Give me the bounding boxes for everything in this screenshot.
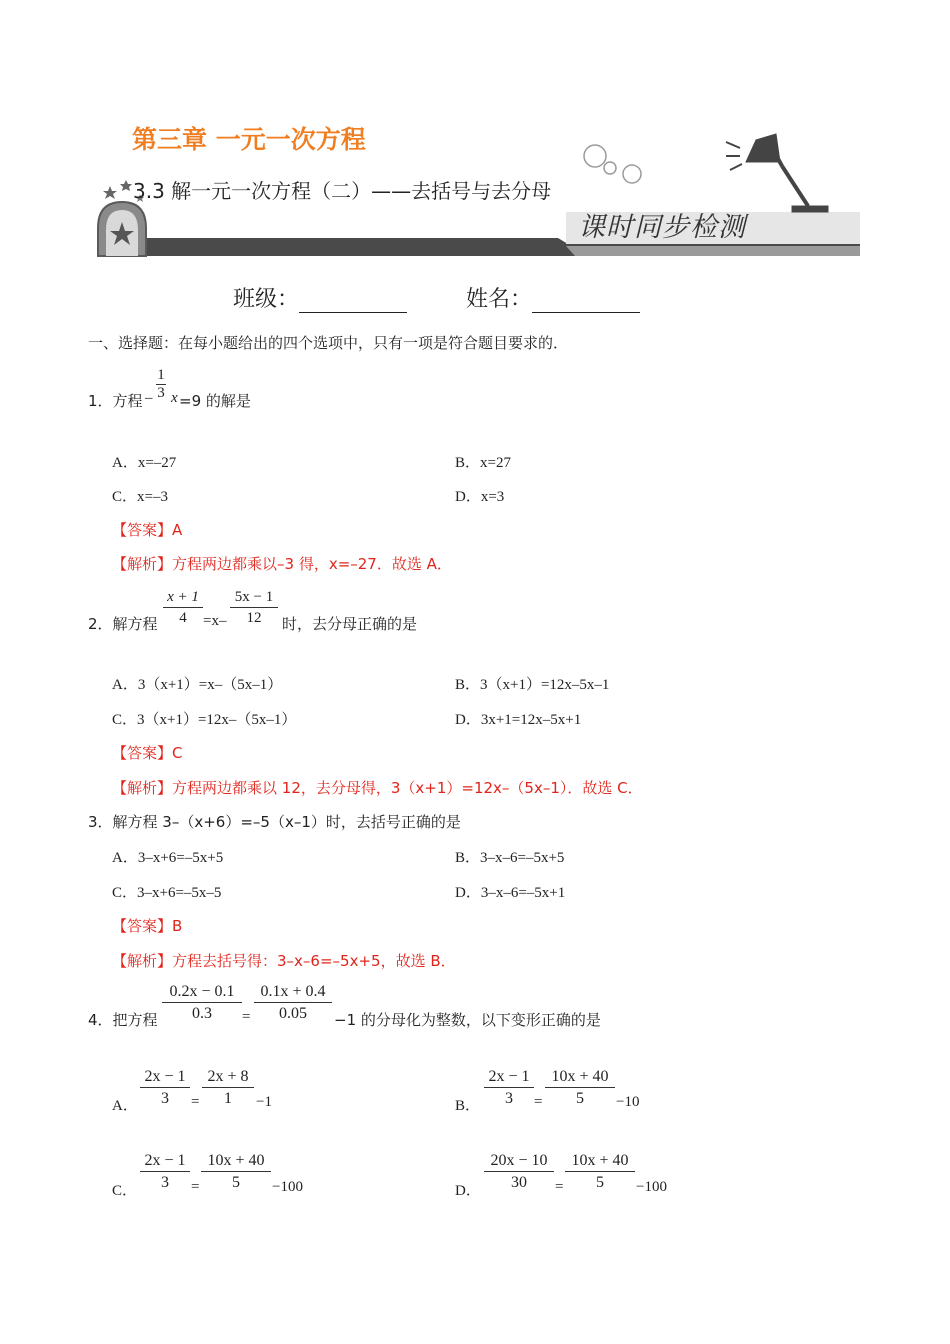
bubble-icon [584, 145, 606, 167]
name-label: 姓名： [466, 287, 533, 312]
fraction-numerator: 2x − 1 [144, 1152, 186, 1169]
q1-variable: x [171, 390, 178, 406]
q1-sign: – [145, 390, 153, 406]
fraction-numerator: 10x + 40 [207, 1152, 265, 1169]
small-star-icon [103, 186, 117, 199]
banner-label: 课时同步检测 [578, 212, 746, 243]
fraction-numerator: 5x − 1 [234, 589, 274, 605]
fraction-numerator: 2x − 1 [144, 1068, 186, 1085]
q4-equals: = [242, 1009, 251, 1025]
option-tail: −10 [616, 1094, 640, 1110]
q3-option-b[interactable]: B．3–x–6=–5x+5 [455, 850, 565, 866]
q4-prefix: 4．把方程 [88, 1011, 158, 1029]
option-fraction-2 [565, 1152, 635, 1192]
small-star-icon [120, 180, 132, 191]
fraction-denominator: 4 [179, 610, 187, 626]
q2-prefix: 2．解方程 [88, 615, 158, 633]
fraction-denominator: 5 [232, 1174, 240, 1191]
q2-option-a[interactable]: A．3（x+1）=x–（5x–1） [112, 677, 283, 693]
fraction-denominator: 3 [505, 1090, 513, 1107]
q4-fraction-2 [254, 983, 332, 1023]
fraction-denominator: 12 [246, 610, 262, 626]
option-tail: −100 [636, 1179, 667, 1195]
option-equals: = [534, 1094, 543, 1110]
q1-option-d[interactable]: D．x=3 [455, 489, 505, 505]
option-fraction-1 [140, 1068, 190, 1108]
option-label: B． [455, 1098, 481, 1114]
class-label: 班级： [233, 287, 300, 312]
q2-middle: =x– [203, 613, 227, 629]
fraction-numerator: 0.1x + 0.4 [260, 983, 326, 1000]
class-blank[interactable] [299, 292, 407, 313]
q1-fraction [154, 367, 168, 402]
option-fraction-2 [202, 1068, 254, 1108]
option-label: A． [112, 1098, 138, 1114]
fraction-denominator: 0.3 [192, 1005, 212, 1022]
q3-analysis: 【解析】方程去括号得：3–x–6=–5x+5，故选 B． [112, 952, 456, 970]
q4-fraction-1 [162, 983, 242, 1023]
option-equals: = [555, 1179, 564, 1195]
q2-fraction-2 [230, 589, 278, 627]
option-tail: −100 [272, 1179, 303, 1195]
fraction-numerator: 2x + 8 [207, 1068, 249, 1085]
q2-option-b[interactable]: B．3（x+1）=12x–5x–1 [455, 677, 610, 693]
class-field [233, 282, 407, 313]
name-field [466, 282, 640, 313]
option-fraction-2 [201, 1152, 271, 1192]
q2-fraction-1 [163, 589, 203, 627]
section-title: 3.3 解一元一次方程（二）——去括号与去分母 [133, 179, 552, 203]
q3-option-c[interactable]: C．3–x+6=–5x–5 [112, 885, 222, 901]
star-badge-icon [98, 202, 146, 256]
q1-option-b[interactable]: B．x=27 [455, 455, 511, 471]
fraction-numerator: 20x − 10 [490, 1152, 548, 1169]
desk-lamp-icon [726, 134, 828, 212]
fraction-denominator: 3 [161, 1090, 169, 1107]
option-label: D． [455, 1183, 481, 1199]
fraction-denominator: 3 [157, 385, 165, 401]
section-instructions: 一、选择题：在每小题给出的四个选项中，只有一项是符合题目要求的． [88, 334, 569, 352]
option-fraction-1 [484, 1152, 554, 1192]
q3-stem: 3．解方程 3–（x+6）=–5（x–1）时，去括号正确的是 [88, 813, 461, 831]
q2-answer: 【答案】C [112, 744, 183, 762]
fraction-denominator: 30 [511, 1174, 527, 1191]
q3-option-d[interactable]: D．3–x–6=–5x+1 [455, 885, 566, 901]
option-equals: = [191, 1179, 200, 1195]
q1-option-a[interactable]: A．x=–27 [112, 455, 177, 471]
option-label: C． [112, 1183, 138, 1199]
q2-option-d[interactable]: D．3x+1=12x–5x+1 [455, 712, 582, 728]
q3-option-a[interactable]: A．3–x+6=–5x+5 [112, 850, 224, 866]
fraction-denominator: 0.05 [279, 1005, 307, 1022]
q2-analysis: 【解析】方程两边都乘以 12，去分母得，3（x+1）=12x–（5x–1）．故选 C． [112, 779, 643, 797]
fraction-denominator: 5 [576, 1090, 584, 1107]
option-fraction-1 [140, 1152, 190, 1192]
option-fraction-1 [484, 1068, 534, 1108]
option-equals: = [191, 1094, 200, 1110]
fraction-denominator: 3 [161, 1174, 169, 1191]
q2-suffix: 时，去分母正确的是 [282, 615, 418, 633]
fraction-numerator: 10x + 40 [551, 1068, 609, 1085]
fraction-numerator: x + 1 [167, 589, 199, 605]
name-blank[interactable] [532, 292, 640, 313]
q1-answer: 【答案】A [112, 521, 183, 539]
q3-answer: 【答案】B [112, 917, 183, 935]
q1-prefix: 1．方程 [88, 392, 143, 410]
chapter-title: 第三章 一元一次方程 [132, 125, 366, 154]
fraction-numerator: 0.2x − 0.1 [169, 983, 235, 1000]
q4-suffix: −1 的分母化为整数，以下变形正确的是 [334, 1011, 601, 1029]
q1-analysis: 【解析】方程两边都乘以–3 得，x=–27．故选 A． [112, 555, 452, 573]
bubble-icon [604, 162, 616, 174]
q2-option-c[interactable]: C．3（x+1）=12x–（5x–1） [112, 712, 297, 728]
option-tail: −1 [256, 1094, 272, 1110]
fraction-numerator: 2x − 1 [488, 1068, 530, 1085]
fraction-denominator: 1 [224, 1090, 232, 1107]
option-fraction-2 [545, 1068, 615, 1108]
fraction-numerator: 10x + 40 [571, 1152, 629, 1169]
bubble-icon [623, 165, 641, 183]
q1-suffix: =9 的解是 [179, 392, 251, 410]
fraction-denominator: 5 [596, 1174, 604, 1191]
fraction-numerator: 1 [157, 367, 165, 383]
q1-option-c[interactable]: C．x=–3 [112, 489, 168, 505]
